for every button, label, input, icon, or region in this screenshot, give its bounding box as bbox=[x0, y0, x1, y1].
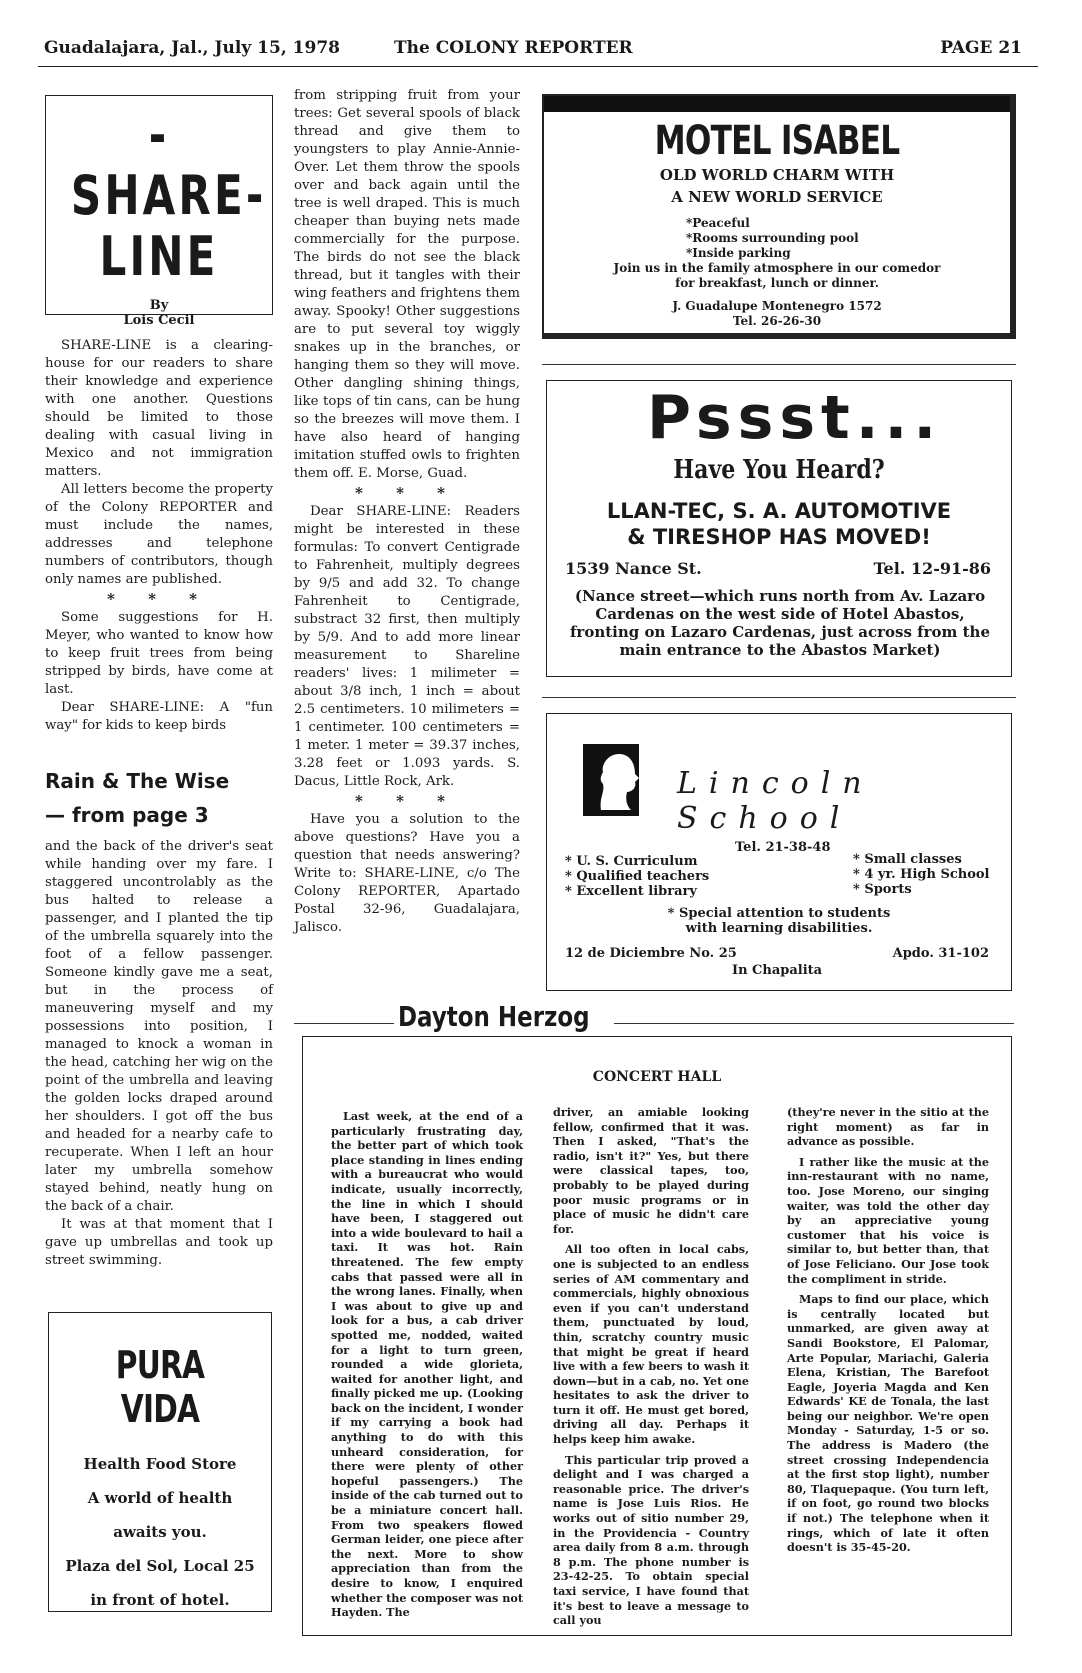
pura-vida-line: A world of health bbox=[87, 1489, 233, 1507]
feature: *Rooms surrounding pool bbox=[686, 231, 859, 245]
page-number: PAGE 21 bbox=[940, 38, 1022, 58]
paragraph: Have you a solution to the above questions? Have you a question that needs answering? Write to: SHARE-LINE, c/o The Colony REPORTER, Apartado Postal 32-96, Guadalajara, Jalisco. bbox=[294, 812, 520, 935]
feature: * Qualified teachers bbox=[565, 869, 710, 884]
lincoln-features-right bbox=[853, 852, 989, 897]
lincoln-tel: Tel. 21-38-48 bbox=[735, 840, 831, 855]
dayton-col-1 bbox=[331, 1109, 523, 1626]
feature: * U. S. Curriculum bbox=[565, 854, 698, 869]
paragraph: All letters become the property of the Colony REPORTER and must include the names, addresses and telephone numbers of contributors, though only names are published. bbox=[45, 482, 273, 587]
motel-isabel-ad bbox=[542, 94, 1016, 339]
rain-title: Rain & The Wise bbox=[45, 769, 230, 793]
psst-headline: Pssst... bbox=[647, 383, 943, 453]
paragraph: All too often in local cabs, one is subjected to an endless series of AM commentary and commercials, highly obnoxious even if you can't understand them, punctuated by loud, thin, scratchy country music that might be great if heard live with a few beers to wash it down—but in a cab, no. Yet one hesitates to ask the driver to turn it off. He must get bored, driving all day. Perhaps it helps keep him awake. bbox=[553, 1242, 749, 1447]
paragraph: Dear SHARE-LINE: A "fun way" for kids to keep birds bbox=[45, 700, 273, 733]
paragraph: and the back of the driver's seat while handing over my fare. I staggered uncontrolably as the bus halted to release a passenger, and I planted the tip of the umbrella squarely into the foot of a fellow passenger. Someone kindly gave me a seat, but in the process of maneuvering myself and my possessions into position, I managed to knock a woman in the head, catching her wig on the point of the umbrella and leaving the golden locks draped around her shoulders. I got off the bus and headed for a nearby cafe to recuperate. When I left an hour later my umbrella somehow stayed behind, neatly hung on the back of a chair. bbox=[45, 839, 273, 1214]
rain-text bbox=[45, 838, 273, 1270]
motel-name: MOTEL ISABEL bbox=[654, 118, 900, 164]
lincoln-features-left bbox=[565, 854, 709, 899]
divider bbox=[294, 1023, 394, 1024]
lincoln-school-ad bbox=[546, 713, 1012, 991]
rain-headline bbox=[45, 768, 229, 828]
separator-stars: * * * bbox=[355, 484, 459, 502]
company-line-2: & TIRESHOP HAS MOVED! bbox=[627, 525, 931, 549]
shareline-title-2: LINE bbox=[99, 225, 219, 288]
special-line: * Special attention to students bbox=[667, 906, 891, 921]
llan-tec-tel: Tel. 12-91-86 bbox=[873, 559, 991, 578]
shareline-box bbox=[45, 95, 273, 328]
company-line-1: LLAN-TEC, S. A. AUTOMOTIVE bbox=[606, 499, 952, 523]
paragraph: from stripping fruit from your trees: Get several spools of black thread and give them to youngsters to play Annie-Annie-Over. Let them throw the spools over and back again until the tree is well draped. This is much cheaper than buying nets made commercially for the purpose. The birds do not see the black thread, but it tangles with their wing feathers and frightens them away. Spooky! Other suggestions are to put several toy wiggly snakes up in the branches, or hanging them so they will move. Other dangling shining things, like tops of tin cans, can be hung so the breezes will move them. I have also heard of hanging imitation stuffed owls to frighten them off. E. Morse, Guad. bbox=[294, 88, 520, 481]
dayton-col-2 bbox=[553, 1105, 749, 1634]
llan-tec-ad bbox=[546, 380, 1012, 677]
lincoln-apdo: Apdo. 31-102 bbox=[892, 946, 989, 961]
pura-vida-line: awaits you. bbox=[113, 1523, 207, 1541]
paragraph: Dear SHARE-LINE: Readers might be interested in these formulas: To convert Centigrade to Fahrenheit, multiply degrees by 9/5 and add 32. To change Fahrenheit to Centigrade, substract 32 first, then multiply by 5/9. And to add more linear measurement to Shareline readers' lives: 1 milimeter = about 3/8 inch, 1 inch = about 2.5 centimeters. 10 milimeters = 1 centimeter. 100 centimeters = 1 meter. 1 meter = 39.37 inches, 3.28 feet or 1.093 yards. S. Dacus, Little Rock, Ark. bbox=[294, 504, 520, 789]
paragraph: This particular trip proved a delight and I was charged a reasonable price. The driver's name is Jose Luis Rios. He works out of sitio number 29, in the Providencia - Country area daily from 8 a.m. through 8 p.m. The phone number is 23-42-25. To obtain special taxi service, I have found that it's best to leave a message to call you bbox=[553, 1452, 749, 1628]
paragraph: Last week, at the end of a particularly frustrating day, the better part of which took place standing in lines ending with a bureaucrat who would indicate, usually incorrectly, the line in which I should have been, I staggered out into a wide boulevard to hail a taxi. It was hot. Rain threatened. The few empty cabs that passed were all in the wrong lanes. Finally, when I was about to give up and look for a bus, a cab driver spotted me, nodded, waited for a light to turn green, rounded a wide glorieta, waited for another light, and finally picked me up. (Looking back on the incident, I wonder if my carrying a book had anything to do with this unheard consideration, for there were plenty of other hopeful passengers.) The inside of the cab turned out to be a miniature concert hall. From two speakers flowed German leider, one piece after the next. More to show appreciation than from the desire to know, I enquired whether the composer was not Hayden. The bbox=[331, 1109, 524, 1620]
article-title: CONCERT HALL bbox=[592, 1069, 722, 1085]
pura-vida-line: Health Food Store bbox=[83, 1455, 237, 1473]
motel-features bbox=[686, 216, 1010, 261]
feature: * Small classes bbox=[853, 852, 962, 867]
lincoln-special bbox=[547, 906, 1011, 936]
paragraph: I rather like the music at the inn-restaurant with no name, too. Jose Moreno, our singing waiter, was told the other day by an appreciative young customer that his voice is similar to, but better than, that of Jose Feliciano. Our Jose took the compliment in stride. bbox=[787, 1154, 989, 1286]
divider bbox=[614, 1023, 1014, 1024]
silhouette-icon bbox=[583, 744, 639, 816]
paragraph: Maps to find our place, which is centrally located but unmarked, are given away at Sandi Bookstore, El Palomar, Arte Popular, Mariachi, Galeria Elena, Kristian, The Barefoot Eagle, Joyeria Magda and Ken Edwards' KE de Tonala, the last being our neighbor. We're open Monday - Saturday, 1-5 or so. The address is Madero (the street crossing Independencia at the first stop light), number 80, Tlaquepaque. (You turn left, if on foot, go round two blocks if not.) The telephone when it rings, which of late it often doesn't is 35-45-20. bbox=[787, 1292, 989, 1555]
motel-join: Join us in the family atmosphere in our comedor bbox=[613, 261, 941, 275]
feature: * 4 yr. High School bbox=[853, 867, 990, 882]
paragraph: Some suggestions for H. Meyer, who wanted to know how to keep fruit trees from being stripped by birds, have come at last. bbox=[45, 610, 273, 697]
rain-continued: — from page 3 bbox=[45, 803, 209, 827]
page-header bbox=[38, 36, 1038, 67]
dayton-article-box bbox=[302, 1036, 1012, 1636]
dayton-col-3 bbox=[787, 1105, 989, 1561]
paragraph: SHARE-LINE is a clearing-house for our readers to share their knowledge and experience with one another. Questions should be limited to those dealing with casual living in Mexico and not immigration matters. bbox=[45, 338, 273, 479]
motel-tagline: A NEW WORLD SERVICE bbox=[671, 188, 883, 206]
motel-tagline: OLD WORLD CHARM WITH bbox=[659, 166, 895, 184]
separator-stars: * * * bbox=[107, 590, 211, 608]
motel-tel: Tel. 26-26-30 bbox=[732, 314, 822, 328]
have-you-heard: Have You Heard? bbox=[673, 455, 885, 485]
byline-author: Lois Cecil bbox=[123, 313, 195, 328]
pura-vida-title: PURA VIDA bbox=[115, 1343, 205, 1431]
column-1-text bbox=[45, 337, 273, 735]
paragraph: (they're never in the sitio at the right moment) as far in advance as possible. bbox=[787, 1105, 989, 1149]
column-title: Dayton Herzog bbox=[398, 1000, 590, 1033]
dateline: Guadalajara, Jal., July 15, 1978 bbox=[44, 38, 340, 58]
ad-top-bar bbox=[544, 96, 1010, 112]
pura-vida-ad bbox=[48, 1312, 272, 1612]
lincoln-location: In Chapalita bbox=[732, 963, 823, 978]
divider bbox=[542, 364, 1016, 365]
feature: * Excellent library bbox=[565, 884, 697, 899]
separator-stars: * * * bbox=[355, 792, 459, 810]
feature: *Inside parking bbox=[686, 246, 791, 260]
lincoln-address: 12 de Diciembre No. 25 bbox=[565, 946, 737, 961]
feature: *Peaceful bbox=[686, 216, 750, 230]
lincoln-school-name: Lincoln School bbox=[677, 766, 874, 836]
llan-tec-directions: (Nance street—which runs north from Av. Lazaro Cardenas on the west side of Hotel Abastos, fronting on Lazaro Cardenas, just across from the main entrance to the Abastos Market) bbox=[569, 587, 990, 659]
special-line: with learning disabilities. bbox=[685, 921, 873, 936]
divider bbox=[542, 697, 1016, 698]
feature: * Sports bbox=[853, 882, 912, 897]
column-2-text bbox=[294, 87, 520, 937]
newspaper-name: The COLONY REPORTER bbox=[394, 38, 633, 58]
llan-tec-address: 1539 Nance St. bbox=[565, 559, 702, 578]
pura-vida-line: in front of hotel. bbox=[90, 1591, 230, 1609]
pura-vida-line: Plaza del Sol, Local 25 bbox=[65, 1557, 255, 1575]
paragraph: driver, an amiable looking fellow, confirmed that it was. Then I asked, "That's the radio, isn't it?" Yes, but there were classical tapes, too, probably to be played during poor music programs or in place of music he didn't care for. bbox=[553, 1105, 749, 1236]
byline-by: By bbox=[149, 298, 169, 313]
motel-join-2: for breakfast, lunch or dinner. bbox=[675, 276, 879, 290]
paragraph: It was at that moment that I gave up umbrellas and took up street swimming. bbox=[45, 1217, 273, 1268]
shareline-title-1: -SHARE- bbox=[70, 104, 267, 227]
motel-address: J. Guadalupe Montenegro 1572 bbox=[672, 299, 882, 313]
